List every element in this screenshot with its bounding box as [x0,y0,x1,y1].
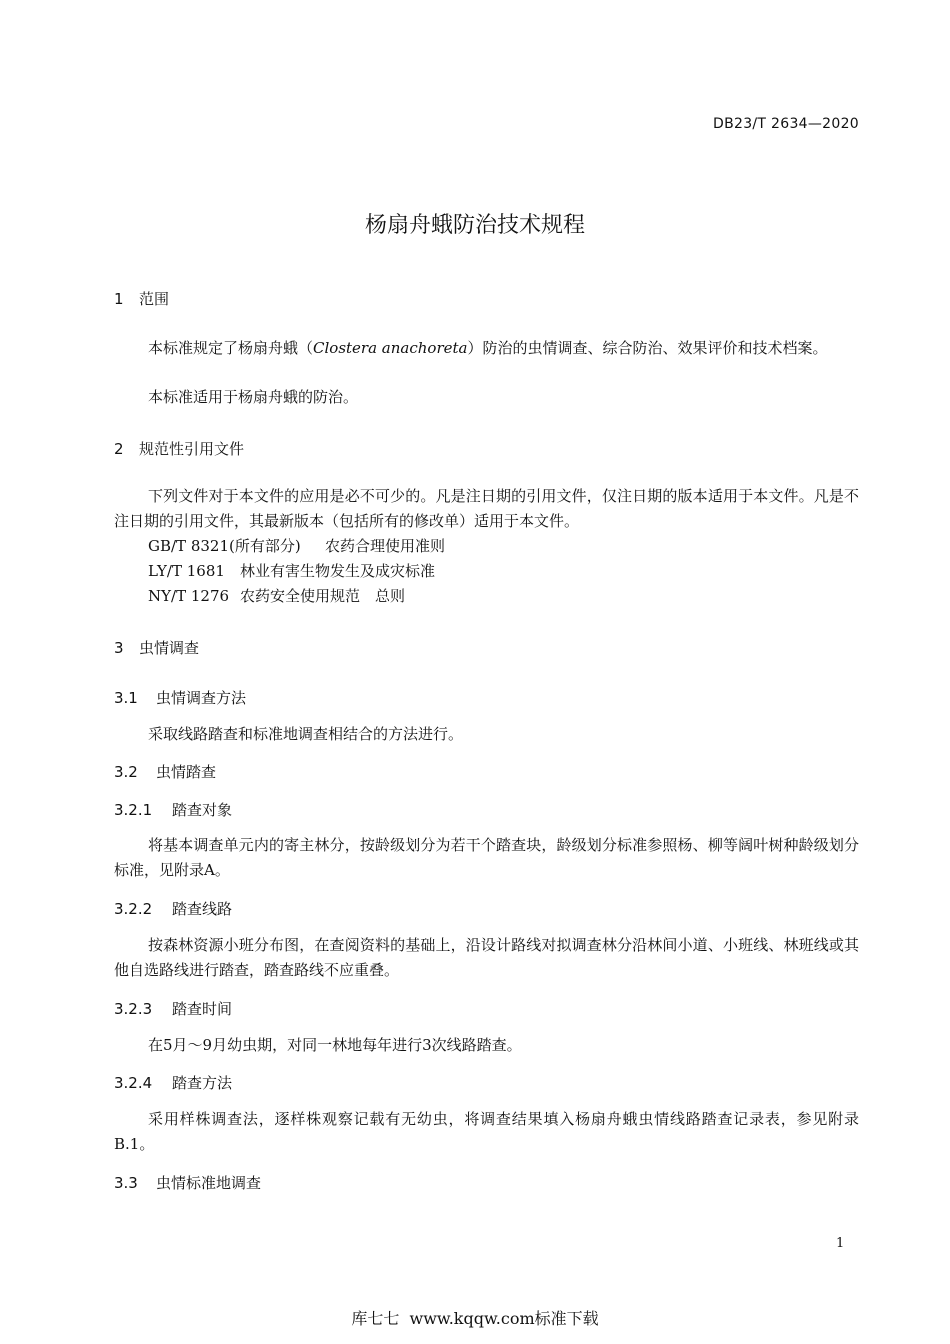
subsection-3-2-3-text: 在5月～9月幼虫期，对同一林地每年进行3次线路踏查。 [148,1036,522,1054]
subsection-title: 踏查时间 [172,1000,233,1018]
text-part: ）防治的虫情调查、综合防治、效果评价和技术档案。 [467,339,828,357]
section-title: 范围 [139,290,170,308]
subsection-3-2-4-text: 采用样株调查法，逐样株观察记载有无幼虫，将调查结果填入杨扇舟蛾虫情线路踏查记录表，参见附录B.1。 [114,1110,859,1153]
section-2-heading [114,438,244,459]
footer-watermark: 库七七 www.kqqw.com标准下载 [351,1309,599,1328]
reference-item [148,585,405,606]
reference-name: 农药安全使用规范 总则 [240,587,406,605]
subsection-title: 踏查线路 [172,900,233,918]
subsection-3-2-4-heading [114,1072,232,1093]
subsection-number: 3.2.1 [114,801,153,819]
standard-number: DB23/T 2634—2020 [713,116,859,132]
section-title: 规范性引用文件 [139,440,245,458]
subsection-3-2-2-text: 按森林资源小班分布图，在查阅资料的基础上，沿设计路线对拟调查林分沿林间小道、小班线、林班线或其他自选路线进行踏查，踏查路线不应重叠。 [114,936,859,979]
subsection-title: 踏查方法 [172,1074,233,1092]
text-part: 本标准规定了杨扇舟蛾（ [148,339,314,357]
section-1-heading [114,288,169,309]
subsection-number: 3.2 [114,763,138,781]
latin-name: Clostera anachoreta [313,339,468,357]
section-3-heading [114,637,199,658]
reference-code: GB/T 8321(所有部分) [148,537,301,555]
reference-item [148,535,445,556]
subsection-3-2-3-heading [114,998,232,1019]
subsection-number: 3.2.3 [114,1000,153,1018]
subsection-number: 3.1 [114,689,138,707]
subsection-3-2-heading [114,761,216,782]
subsection-3-1-text: 采取线路踏查和标准地调查相结合的方法进行。 [148,725,464,743]
section-1-paragraph-1 [114,336,859,361]
section-title: 虫情调查 [139,639,200,657]
subsection-3-2-2-heading [114,898,232,919]
document-title: 杨扇舟蛾防治技术规程 [364,213,585,238]
subsection-title: 虫情调查方法 [156,689,247,707]
subsection-title: 虫情踏查 [156,763,217,781]
reference-code: NY/T 1276 [148,587,230,605]
section-1-paragraph-2: 本标准适用于杨扇舟蛾的防治。 [148,388,359,406]
page-number: 1 [836,1236,845,1251]
section-number: 1 [114,290,124,308]
subsection-title: 踏查对象 [172,801,233,819]
subsection-3-3-heading [114,1172,261,1193]
section-2-paragraph-1: 下列文件对于本文件的应用是必不可少的。凡是注日期的引用文件，仅注日期的版本适用于本文件。凡是不注日期的引用文件，其最新版本（包括所有的修改单）适用于本文件。 [114,487,859,530]
subsection-3-2-1-heading [114,799,232,820]
subsection-number: 3.3 [114,1174,138,1192]
subsection-3-1-heading [114,687,246,708]
section-number: 2 [114,440,124,458]
reference-code: LY/T 1681 [148,562,225,580]
subsection-number: 3.2.4 [114,1074,153,1092]
section-number: 3 [114,639,124,657]
reference-name: 农药合理使用准则 [325,537,446,555]
reference-name: 林业有害生物发生及成灾标准 [240,562,436,580]
subsection-title: 虫情标准地调查 [156,1174,262,1192]
subsection-number: 3.2.2 [114,900,153,918]
reference-item [148,560,435,581]
subsection-3-2-1-text: 将基本调查单元内的寄主林分，按龄级划分为若干个踏查块，龄级划分标准参照杨、柳等阔叶树种龄级划分标准，见附录A。 [114,836,859,879]
